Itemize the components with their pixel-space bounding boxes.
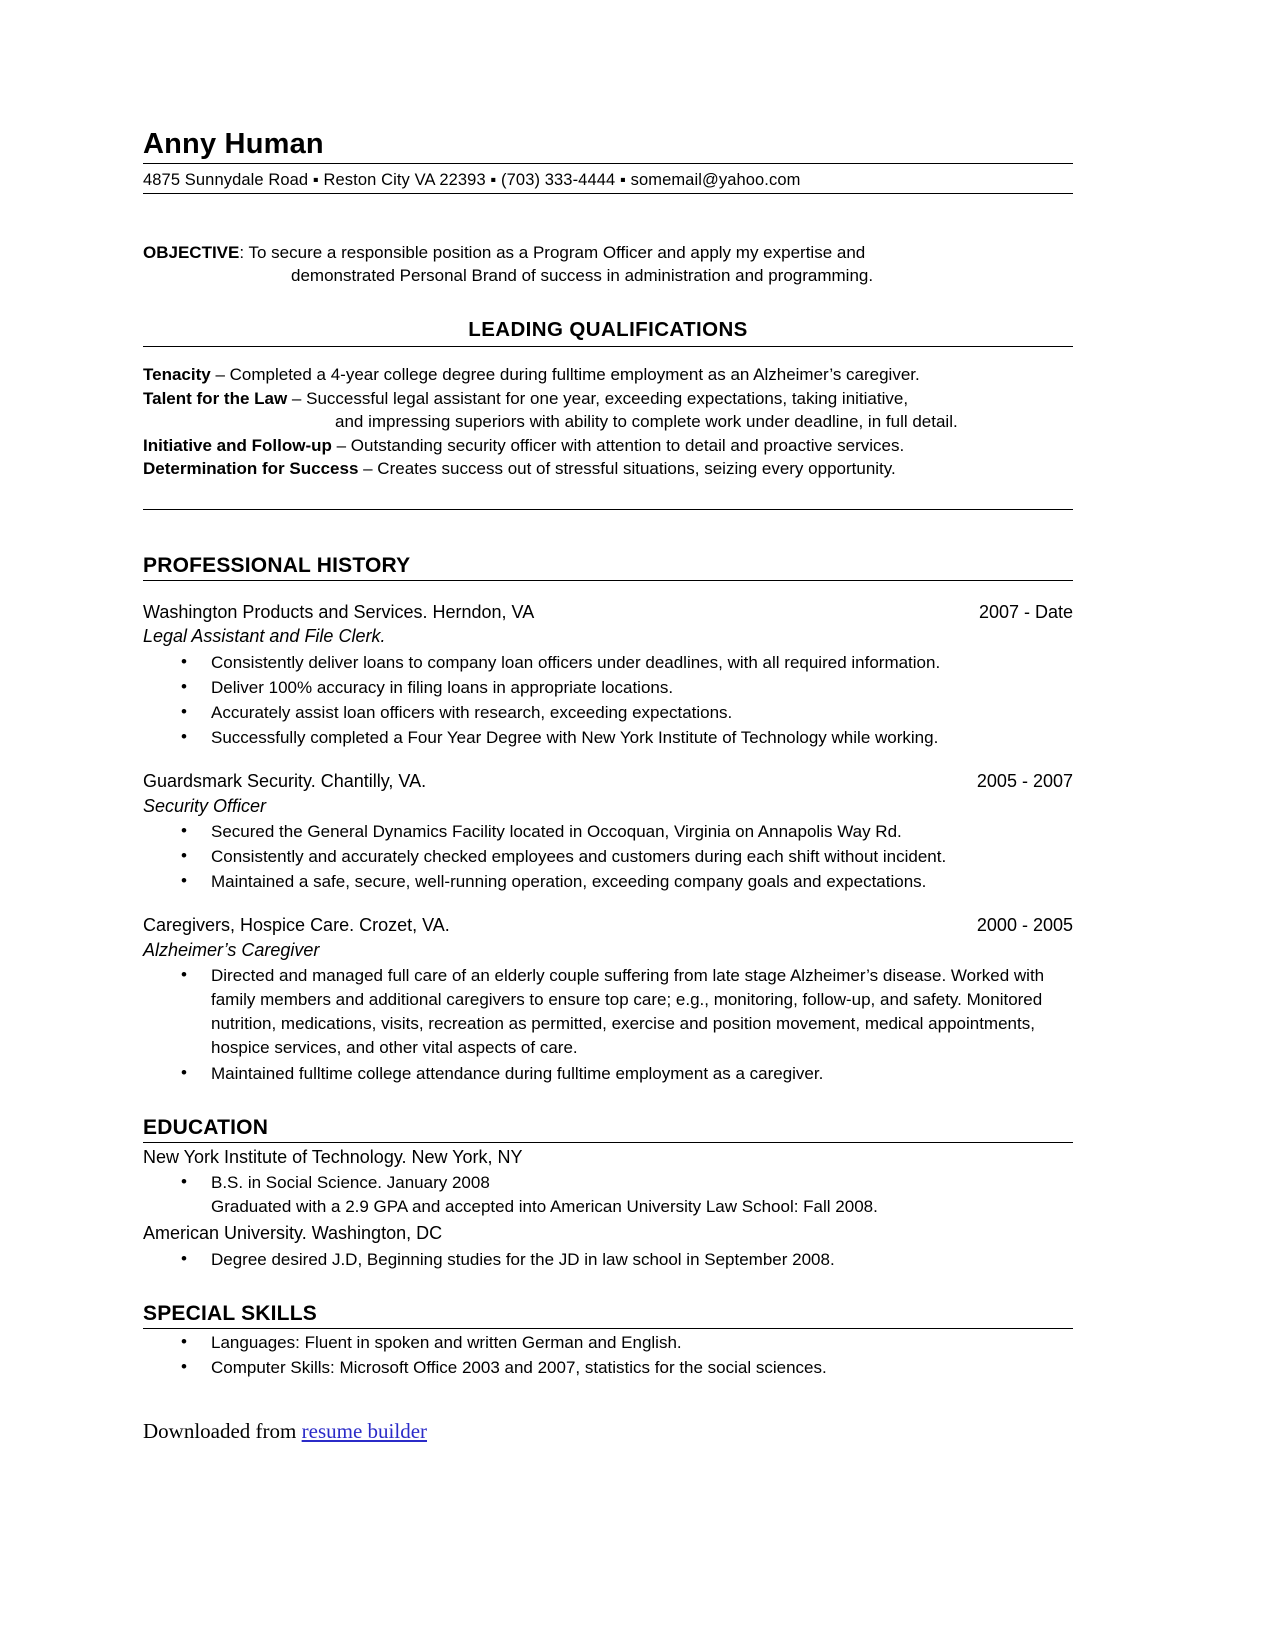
list-item: • Successfully completed a Four Year Degree with New York Institute of Technology while working. bbox=[143, 726, 1073, 750]
job-dates: 2007 - Date bbox=[978, 602, 1073, 623]
special-skills-divider bbox=[143, 1328, 1073, 1329]
list-item: • Deliver 100% accuracy in filing loans in appropriate locations. bbox=[143, 676, 1073, 700]
job-employer: Guardsmark Security. Chantilly, VA. bbox=[143, 771, 427, 792]
qualification-text: – Outstanding security officer with attention to detail and proactive services. bbox=[331, 435, 905, 455]
education-bullet-text: B.S. in Social Science. January 2008 bbox=[211, 1172, 490, 1192]
objective-line1: : To secure a responsible position as a Program Officer and apply my expertise and bbox=[239, 243, 866, 263]
education-bullets bbox=[143, 1171, 1073, 1219]
special-skills-bullets bbox=[143, 1331, 1073, 1380]
education-title: EDUCATION bbox=[143, 1115, 269, 1139]
list-item: • Languages: Fluent in spoken and written German and English. bbox=[143, 1331, 1073, 1355]
contact-divider bbox=[143, 193, 1073, 194]
contact-line: 4875 Sunnydale Road ▪ Reston City VA 22393 ▪ (703) 333-4444 ▪ somemail@yahoo.com bbox=[143, 171, 801, 190]
list-item: • Consistently deliver loans to company loan officers under deadlines, with all required information. bbox=[143, 651, 1073, 675]
education-section bbox=[143, 1116, 1073, 1272]
professional-history-title: PROFESSIONAL HISTORY bbox=[143, 554, 411, 578]
objective-line2: demonstrated Personal Brand of success in administration and programming. bbox=[291, 266, 874, 286]
job-employer: Washington Products and Services. Herndon, VA bbox=[143, 602, 535, 623]
qualification-text: – Creates success out of stressful situations, seizing every opportunity. bbox=[358, 459, 896, 479]
objective-label: OBJECTIVE bbox=[143, 243, 240, 263]
leading-qualifications-section bbox=[143, 318, 1073, 510]
qualification-text: – Successful legal assistant for one year, exceeding expectations, taking initiative, bbox=[287, 388, 909, 408]
qualification-label: Talent for the Law bbox=[143, 388, 288, 408]
qualifications-bottom-divider bbox=[143, 509, 1073, 510]
qualification-item bbox=[143, 457, 1073, 481]
footer-attribution bbox=[143, 1418, 1073, 1445]
qualification-item bbox=[143, 434, 1073, 458]
professional-history-section bbox=[143, 554, 1073, 1086]
job-dates: 2000 - 2005 bbox=[976, 915, 1073, 936]
qualifications-bottom-rule-wrap bbox=[143, 509, 1073, 510]
job-entry bbox=[143, 914, 1073, 1085]
list-item: • Secured the General Dynamics Facility located in Occoquan, Virginia on Annapolis Way Rd. bbox=[143, 820, 1073, 844]
qualification-continuation: and impressing superiors with ability to complete work under deadline, in full detail. bbox=[335, 412, 958, 432]
special-skills-section bbox=[143, 1302, 1073, 1380]
education-bullet-subtext: Graduated with a 2.9 GPA and accepted into American University Law School: Fall 2008. bbox=[211, 1197, 878, 1217]
list-item: • Degree desired J.D, Beginning studies for the JD in law school in September 2008. bbox=[143, 1248, 1073, 1272]
list-item: • Directed and managed full care of an elderly couple suffering from late stage Alzheimer’s disease. Worked with family members and additional caregivers to ensure top care; e.g., monitoring, follow-up, and safety. Monitored nutrition, medications, visits, recreation as permitted, exercise and position movement, medical appointments, hospice services, and other vital aspects of care. bbox=[143, 964, 1073, 1061]
candidate-name: Anny Human bbox=[143, 128, 324, 160]
qualification-text: – Completed a 4-year college degree during fulltime employment as an Alzheimer’s caregiver. bbox=[210, 364, 920, 384]
job-header bbox=[143, 601, 1073, 624]
education-school: New York Institute of Technology. New York, NY bbox=[143, 1146, 523, 1167]
objective-section bbox=[143, 242, 1073, 288]
special-skills-title: SPECIAL SKILLS bbox=[143, 1301, 317, 1325]
qualification-label: Initiative and Follow-up bbox=[143, 435, 332, 455]
list-item: • Maintained fulltime college attendance during fulltime employment as a caregiver. bbox=[143, 1062, 1073, 1086]
list-item: • Computer Skills: Microsoft Office 2003 and 2007, statistics for the social sciences. bbox=[143, 1356, 1073, 1380]
job-dates: 2005 - 2007 bbox=[976, 771, 1073, 792]
footer-prefix: Downloaded from bbox=[143, 1418, 302, 1443]
job-header bbox=[143, 770, 1073, 793]
job-bullets bbox=[143, 964, 1073, 1086]
leading-qualifications-title: LEADING QUALIFICATIONS bbox=[468, 317, 748, 341]
list-item: • Consistently and accurately checked employees and customers during each shift without incident. bbox=[143, 845, 1073, 869]
list-item bbox=[143, 1171, 1073, 1219]
qualification-label: Determination for Success bbox=[143, 459, 359, 479]
job-bullets bbox=[143, 820, 1073, 894]
job-entry bbox=[143, 601, 1073, 750]
resume-body bbox=[143, 128, 1073, 1445]
job-employer: Caregivers, Hospice Care. Crozet, VA. bbox=[143, 915, 450, 936]
education-divider bbox=[143, 1142, 1073, 1143]
professional-history-divider bbox=[143, 580, 1073, 581]
job-header bbox=[143, 914, 1073, 937]
qualification-label: Tenacity bbox=[143, 364, 211, 384]
list-item: • Accurately assist loan officers with research, exceeding expectations. bbox=[143, 701, 1073, 725]
qualification-item bbox=[143, 387, 1073, 434]
job-role: Security Officer bbox=[143, 795, 267, 816]
education-school: American University. Washington, DC bbox=[143, 1223, 443, 1244]
job-role: Legal Assistant and File Clerk. bbox=[143, 626, 386, 647]
job-role: Alzheimer’s Caregiver bbox=[143, 939, 320, 960]
qualification-item bbox=[143, 363, 1073, 387]
qualifications-list bbox=[143, 347, 1073, 481]
list-item: • Maintained a safe, secure, well-running operation, exceeding company goals and expectations. bbox=[143, 870, 1073, 894]
resume-builder-link[interactable]: resume builder bbox=[301, 1418, 428, 1443]
education-bullets bbox=[143, 1248, 1073, 1272]
resume-header bbox=[143, 128, 1073, 194]
job-entry bbox=[143, 770, 1073, 894]
job-bullets bbox=[143, 651, 1073, 751]
